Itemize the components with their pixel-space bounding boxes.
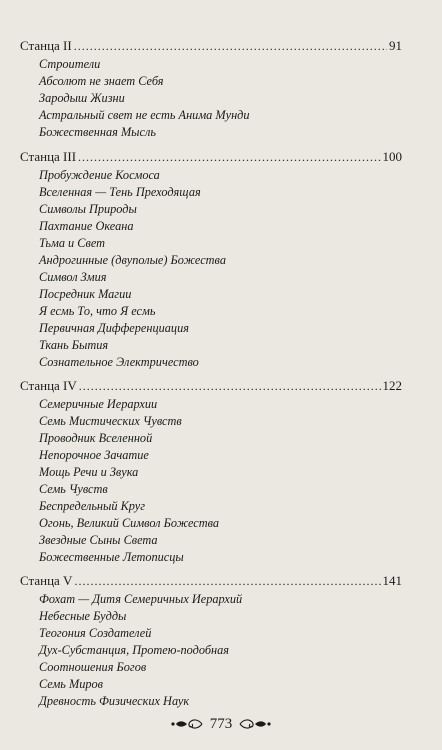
subtopic-item[interactable]: Непорочное Зачатие — [39, 448, 149, 462]
subtopic-item[interactable]: Соотношения Богов — [39, 660, 147, 674]
subtopic-item[interactable]: Проводник Вселенной — [39, 431, 153, 445]
subtopic-list — [20, 396, 402, 566]
subtopic-item[interactable]: Астральный свет не есть Анима Мунди — [39, 108, 250, 122]
dot-leader — [78, 147, 380, 167]
toc-section-stanza-3 — [20, 147, 402, 371]
toc-section-heading[interactable] — [20, 147, 402, 167]
section-page-number: 122 — [382, 378, 402, 393]
subtopic-item[interactable]: Божественные Летописцы — [39, 550, 184, 564]
section-title: Станца III — [20, 149, 77, 164]
subtopic-item[interactable]: Посредник Магии — [39, 287, 132, 301]
floral-ornament-icon — [170, 717, 204, 731]
subtopic-item[interactable]: Семеричные Иерархии — [39, 397, 158, 411]
subtopic-item[interactable]: Я есмь То, что Я есмь — [39, 304, 156, 318]
subtopic-item[interactable]: Дух-Субстанция, Протею-подобная — [39, 643, 230, 657]
subtopic-item[interactable]: Фохат — Дитя Семеричных Иерархий — [39, 592, 243, 606]
toc-section-heading[interactable] — [20, 571, 402, 591]
subtopic-item[interactable]: Тьма и Свет — [39, 236, 105, 250]
section-title: Станца V — [20, 573, 73, 588]
subtopic-item[interactable]: Божественная Мысль — [39, 125, 156, 139]
subtopic-item[interactable]: Андрогинные (двуполые) Божества — [39, 253, 226, 267]
subtopic-list — [20, 56, 402, 141]
section-page-number: 141 — [382, 573, 402, 588]
page-number: 773 — [209, 716, 233, 732]
subtopic-item[interactable]: Мощь Речи и Звука — [39, 465, 139, 479]
section-title: Станца II — [20, 38, 72, 53]
subtopic-item[interactable]: Первичная Дифференциация — [39, 321, 189, 335]
subtopic-item[interactable]: Семь Чувств — [39, 482, 108, 496]
subtopic-item[interactable]: Сознательное Электричество — [39, 355, 199, 369]
subtopic-item[interactable]: Зародыш Жизни — [39, 91, 125, 105]
toc-section-heading[interactable] — [20, 376, 402, 396]
subtopic-item[interactable]: Огонь, Великий Символ Божества — [39, 516, 220, 530]
subtopic-item[interactable]: Вселенная — Тень Преходящая — [39, 185, 201, 199]
subtopic-item[interactable]: Ткань Бытия — [39, 338, 109, 352]
dot-leader — [74, 36, 387, 56]
floral-ornament-icon — [238, 717, 272, 731]
subtopic-item[interactable]: Абсолют не знает Себя — [39, 74, 164, 88]
subtopic-item[interactable]: Семь Миров — [39, 677, 103, 691]
subtopic-item[interactable]: Символ Змия — [39, 270, 107, 284]
subtopic-item[interactable]: Небесные Будды — [39, 609, 127, 623]
section-page-number: 91 — [389, 38, 402, 53]
subtopic-list — [20, 591, 402, 710]
subtopic-item[interactable]: Семь Мистических Чувств — [39, 414, 182, 428]
subtopic-item[interactable]: Беспредельный Круг — [39, 499, 145, 513]
section-title: Станца IV — [20, 378, 77, 393]
subtopic-item[interactable]: Древность Физических Наук — [39, 694, 190, 708]
dot-leader — [79, 376, 381, 396]
toc-section-stanza-2 — [20, 36, 402, 141]
section-page-number: 100 — [382, 149, 402, 164]
toc-section-heading[interactable] — [20, 36, 402, 56]
subtopic-item[interactable]: Символы Природы — [39, 202, 137, 216]
subtopic-item[interactable]: Звездные Сыны Света — [39, 533, 158, 547]
subtopic-item[interactable]: Строители — [39, 57, 101, 71]
subtopic-item[interactable]: Пахтание Океана — [39, 219, 134, 233]
toc-section-stanza-5 — [20, 571, 402, 710]
subtopic-list — [20, 167, 402, 371]
toc-section-stanza-4 — [20, 376, 402, 566]
page-footer — [0, 711, 442, 737]
subtopic-item[interactable]: Теогония Создателей — [39, 626, 152, 640]
subtopic-item[interactable]: Пробуждение Космоса — [39, 168, 160, 182]
dot-leader — [74, 571, 380, 591]
